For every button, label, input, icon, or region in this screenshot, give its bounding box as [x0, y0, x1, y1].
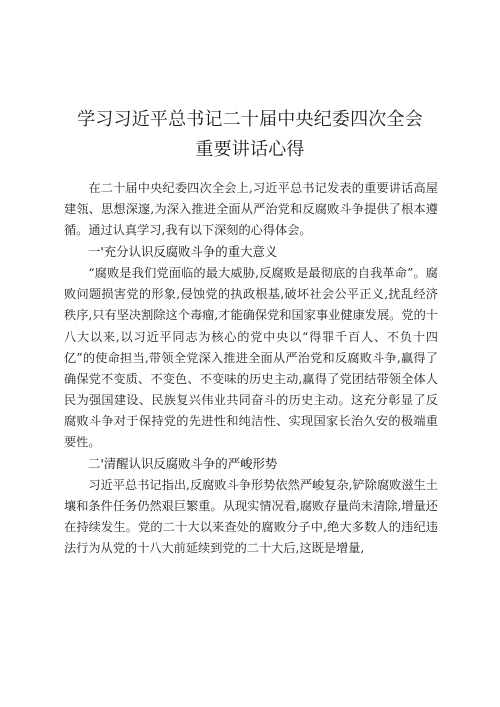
section-1-paragraph: “腐败是我们党面临的最大威胁,反腐败是最彻底的自我革命”。腐败问题损害党的形象,侵蚀党的执政根基,破坏社会公平正义,扰乱经济秩序,只有坚决割除这个毒瘤,才能确保党和国家事业健康发展。党的十八大以来,以习近平同志为核心的党中央以“得罪千百人、不负十四亿”的使命担当,带领全党深入推进全面从严治党和反腐败斗争,赢得了确保党不变质、不变色、不变味的历史主动,赢得了党团结带领全体人民为强国建设、民族复兴伟业共同奋斗的历史主动。这充分彰显了反腐败斗争对于保持党的先进性和纯洁性、实现国家长治久安的极端重要性。	[64, 266, 438, 450]
intro-paragraph: 在二十届中央纪委四次全会上,习近平总书记发表的重要讲话高屋建瓴、思想深邃,为深入推进全面从严治党和反腐败斗争提供了根本遵循。通过认真学习,我有以下深刻的心得体会。	[64, 181, 438, 238]
document-body	[64, 178, 438, 560]
section-heading-1: 一'充分认识反腐败斗争的重大意义	[88, 244, 278, 260]
section-2-paragraph: 习近平总书记指出,反腐败斗争形势依然严峻复杂,铲除腐败滋生土壤和条件任务仍然艰巨繁重。从现实情况看,腐败存量尚未清除,增量还在持续发生。党的二十大以来查处的腐败分子中,绝大多数人的违纪违法行为从党的十八大前延续到党的二十大后,这既是增量,	[64, 478, 438, 556]
section-heading-2: 二'清醒认识反腐败斗争的严峻形势	[88, 456, 278, 472]
page-title: 学习习近平总书记二十届中央纪委四次全会重要讲话心得	[77, 109, 423, 161]
